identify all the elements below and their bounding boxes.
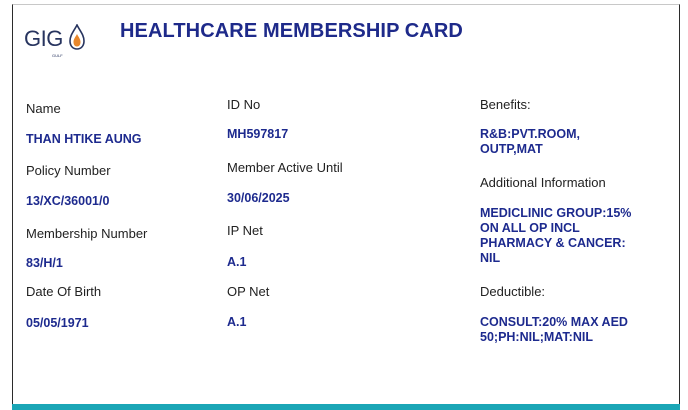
flame-drop-icon	[68, 24, 86, 50]
ip-net-label: IP Net	[227, 223, 263, 238]
member-active-until-value: 30/06/2025	[227, 191, 290, 205]
gig-logo	[24, 22, 94, 62]
id-no-value: MH597817	[227, 127, 289, 141]
benefits-label: Benefits:	[480, 97, 531, 112]
membership-number-label: Membership Number	[26, 226, 148, 241]
ip-net-value: A.1	[227, 255, 247, 269]
card-bottom-accent-bar	[12, 404, 680, 410]
deductible-label: Deductible:	[480, 284, 546, 299]
date-of-birth-label: Date Of Birth	[26, 284, 102, 299]
member-active-until-label: Member Active Until	[227, 160, 343, 175]
id-no-label: ID No	[227, 97, 261, 112]
membership-number-value: 83/H/1	[26, 256, 63, 270]
additional-information-label: Additional Information	[480, 175, 606, 190]
card-title: HEALTHCARE MEMBERSHIP CARD	[120, 20, 463, 42]
name-value: THAN HTIKE AUNG	[26, 132, 142, 146]
benefits-value: R&B:PVT.ROOM, OUTP,MAT	[480, 127, 580, 156]
date-of-birth-value: 05/05/1971	[26, 316, 89, 330]
deductible-value: CONSULT:20% MAX AED 50;PH:NIL;MAT:NIL	[480, 315, 628, 344]
policy-number-label: Policy Number	[26, 163, 111, 178]
additional-information-value: MEDICLINIC GROUP:15% ON ALL OP INCL PHARMACY & CANCER: NIL	[480, 206, 632, 265]
logo-wordmark: GIG	[24, 26, 63, 51]
name-label: Name	[26, 101, 61, 116]
policy-number-value: 13/XC/36001/0	[26, 194, 110, 208]
op-net-value: A.1	[227, 315, 247, 329]
logo-tagline: GULF	[52, 53, 63, 58]
op-net-label: OP Net	[227, 284, 270, 299]
